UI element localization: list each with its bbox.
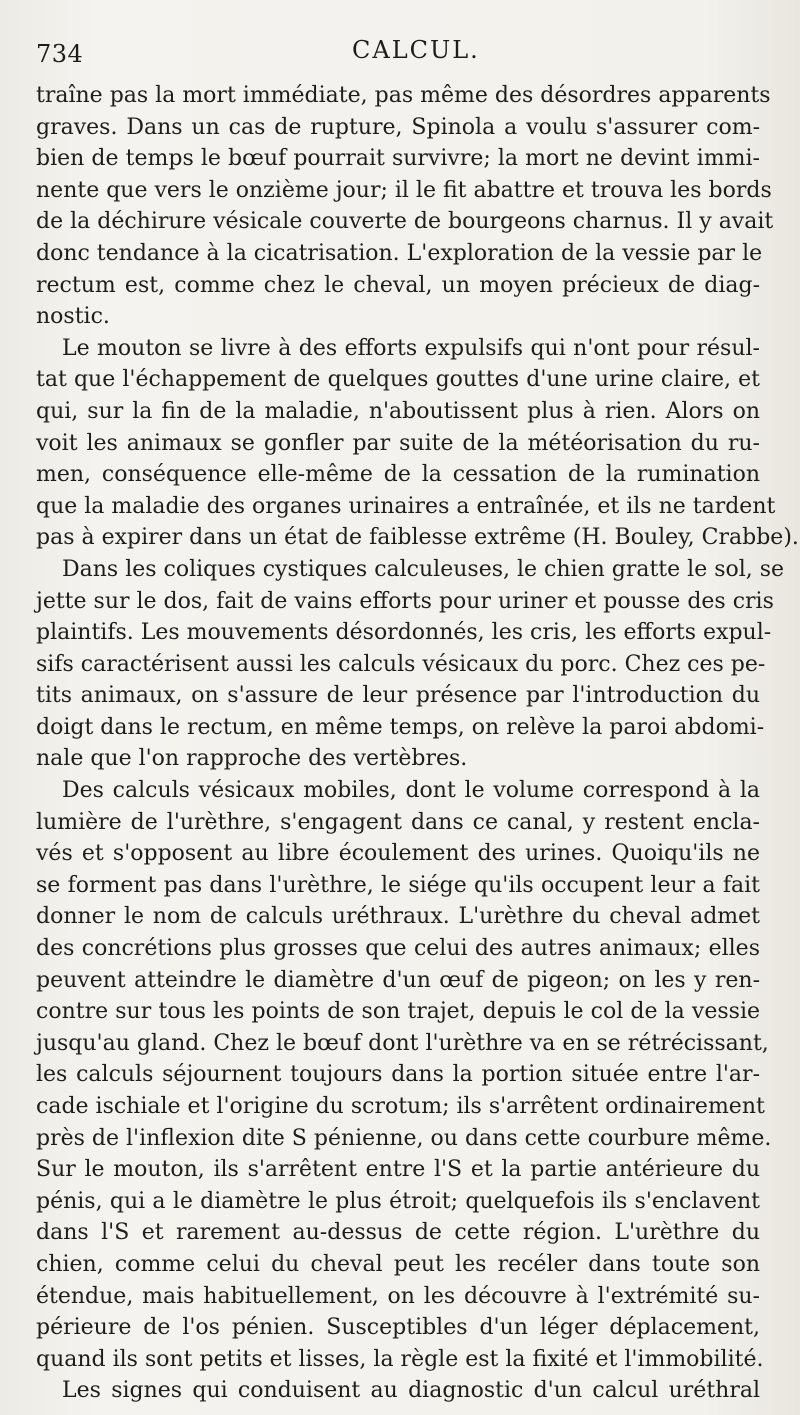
- text-line: dans l'S et rarement au-dessus de cette région. L'urèthre du: [36, 1220, 760, 1246]
- text-line: donc tendance à la cicatrisation. L'exploration de la vessie par le: [36, 240, 763, 266]
- text-line: donner le nom de calculs uréthraux. L'urèthre du cheval admet: [36, 904, 760, 930]
- text-line: des concrétions plus grosses que celui des autres animaux; elles: [36, 936, 760, 962]
- text-line: pas à expirer dans un état de faiblesse extrême (H. Bouley, Crabbe).: [36, 525, 799, 551]
- paragraph-start-line: Des calculs vésicaux mobiles, dont le volume correspond à la: [62, 778, 760, 804]
- text-line: plaintifs. Les mouvements désordonnés, les cris, les efforts expul-: [36, 620, 772, 646]
- text-line: se forment pas dans l'urèthre, le siége qu'ils occupent leur a fait: [36, 872, 760, 898]
- paragraph-start-line: Le mouton se livre à des efforts expulsifs qui n'ont pour résul-: [62, 335, 760, 361]
- text-line: de la déchirure vésicale couverte de bourgeons charnus. Il y avait: [36, 209, 774, 235]
- paragraph-start-line: Les signes qui conduisent au diagnostic d'un calcul uréthral: [62, 1378, 760, 1404]
- text-line: qui, sur la fin de la maladie, n'aboutissent plus à rien. Alors on: [36, 398, 760, 424]
- text-line: cade ischiale et l'origine du scrotum; ils s'arrêtent ordinairement: [36, 1094, 765, 1119]
- text-line: jette sur le dos, fait de vains efforts pour uriner et pousse des cris: [36, 588, 774, 614]
- text-line: tits animaux, on s'assure de leur présence par l'introduction du: [36, 683, 760, 709]
- text-line: près de l'inflexion dite S pénienne, ou dans cette courbure même.: [36, 1125, 772, 1151]
- text-line: bien de temps le bœuf pourrait survivre; la mort ne devint immi-: [36, 146, 760, 172]
- text-line: rectum est, comme chez le cheval, un moyen précieux de diag-: [36, 272, 760, 298]
- text-line: nente que vers le onzième jour; il le fit abattre et trouva les bords: [36, 177, 772, 203]
- text-line: vés et s'opposent au libre écoulement des urines. Quoiqu'ils ne: [36, 841, 760, 867]
- body-text: [36, 80, 799, 1407]
- text-line: périeure de l'os pénien. Susceptibles d'un léger déplacement,: [36, 1315, 760, 1341]
- page-number: 734: [36, 40, 84, 68]
- text-line: voit les animaux se gonfler par suite de la météorisation du ru-: [36, 430, 760, 456]
- text-line: chien, comme celui du cheval peut les recéler dans toute son: [36, 1251, 760, 1277]
- text-line: graves. Dans un cas de rupture, Spinola a voulu s'assurer com-: [36, 114, 760, 140]
- text-line: que la maladie des organes urinaires a entraînée, et ils ne tardent: [36, 493, 776, 519]
- text-line: jusqu'au gland. Chez le bœuf dont l'urèthre va en se rétrécissant,: [36, 1030, 769, 1056]
- text-line: nostic.: [36, 304, 110, 330]
- text-line: peuvent atteindre le diamètre d'un œuf de pigeon; on les y ren-: [36, 967, 760, 993]
- text-line: men, conséquence elle-même de la cessation de la rumination: [36, 462, 760, 488]
- text-line: quand ils sont petits et lisses, la règle est la fixité et l'immobilité.: [36, 1346, 764, 1372]
- paragraph-start-line: Dans les coliques cystiques calculeuses, le chien gratte le sol, se: [62, 556, 785, 582]
- text-line: sifs caractérisent aussi les calculs vésicaux du porc. Chez ces pe-: [36, 651, 766, 677]
- text-line: étendue, mais habituellement, on les découvre à l'extrémité su-: [36, 1283, 760, 1309]
- text-line: tat que l'échappement de quelques gouttes d'une urine claire, et: [36, 367, 760, 393]
- text-line: Sur le mouton, ils s'arrêtent entre l'S et la partie antérieure du: [36, 1157, 760, 1183]
- page-header: [36, 34, 746, 74]
- text-line: nale que l'on rapproche des vertèbres.: [36, 746, 468, 772]
- running-head: CALCUL.: [352, 36, 480, 64]
- text-line: doigt dans le rectum, en même temps, on relève la paroi abdomi-: [36, 714, 765, 740]
- text-line: lumière de l'urèthre, s'engagent dans ce canal, y restent encla-: [36, 809, 760, 835]
- text-line: traîne pas la mort immédiate, pas même des désordres apparents: [36, 83, 771, 108]
- text-line: pénis, qui a le diamètre le plus étroit; quelquefois ils s'enclavent: [36, 1188, 760, 1214]
- text-line: contre sur tous les points de son trajet, depuis le col de la vessie: [36, 999, 760, 1025]
- text-line: les calculs séjournent toujours dans la portion située entre l'ar-: [36, 1062, 760, 1088]
